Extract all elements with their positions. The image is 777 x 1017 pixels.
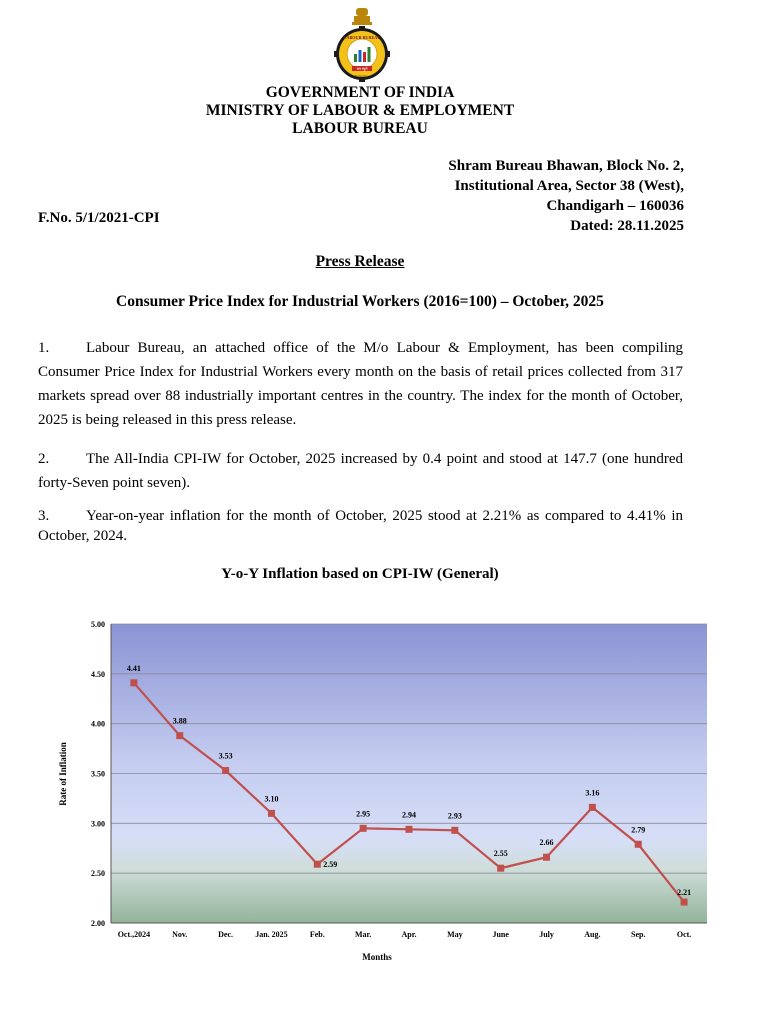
data-point — [635, 841, 642, 848]
y-tick-label: 4.00 — [91, 719, 105, 729]
paragraph-number: 3. — [38, 508, 50, 524]
x-tick-label: Mar. — [354, 930, 372, 939]
x-tick-label: Oct. — [676, 930, 692, 939]
paragraph-3 — [38, 506, 683, 546]
x-tick-label: Nov. — [172, 930, 188, 939]
x-tick-label: May — [447, 930, 463, 939]
data-point — [681, 899, 688, 906]
emblem-text-top: LABOUR BUREAU — [343, 35, 381, 40]
x-tick-label: Oct.,2024 — [117, 930, 151, 939]
data-point — [130, 679, 137, 686]
data-label: 2.66 — [539, 838, 554, 848]
data-label: 4.41 — [126, 663, 141, 673]
address-line-2: Institutional Area, Sector 38 (West), — [454, 178, 684, 194]
x-tick-label: Sep. — [631, 930, 646, 939]
paragraph-text: The All-India CPI-IW for October, 2025 increased by 0.4 point and stood at 147.7 (one hundred forty-Seven point seven). — [38, 451, 683, 491]
data-label: 3.53 — [218, 751, 233, 761]
press-release-heading: Press Release — [315, 253, 405, 270]
data-label: 2.95 — [356, 809, 371, 819]
subject-heading: Consumer Price Index for Industrial Workers (2016=100) – October, 2025 — [116, 293, 604, 310]
data-point — [176, 732, 183, 739]
x-tick-label: Dec. — [218, 930, 234, 939]
emblem-text-bottom: Reliability — [355, 74, 369, 78]
y-axis-label: Rate of Inflation — [58, 742, 68, 806]
data-label: 2.21 — [677, 888, 692, 898]
data-label: 3.16 — [585, 788, 600, 798]
data-point — [543, 854, 550, 861]
header-bureau: LABOUR BUREAU — [292, 120, 428, 137]
paragraph-text: Labour Bureau, an attached office of the M/o Labour & Employment, has been compiling Consumer Price Index for Industrial Workers every month on the basis of retail prices collected from 317 markets spread over 88 industrially important centres in the country. The index for the month of October, 2025 is being released in this press release. — [38, 340, 683, 428]
paragraph-text: Year-on-year inflation for the month of October, 2025 stood at 2.21% as compared to 4.41% in October, 2024. — [38, 508, 683, 544]
data-point — [360, 825, 367, 832]
x-tick-label: June — [492, 930, 509, 939]
x-tick-label: July — [539, 930, 554, 939]
paragraph-2 — [38, 447, 683, 495]
emblem-text-hindi: श्रम ब्यूरो — [356, 67, 368, 71]
data-point — [268, 810, 275, 817]
data-label: 2.59 — [323, 860, 338, 870]
header-government: GOVERNMENT OF INDIA — [265, 84, 455, 101]
data-label: 2.93 — [447, 811, 462, 821]
header-ministry: MINISTRY OF LABOUR & EMPLOYMENT — [205, 102, 515, 119]
chart-title: Y-o-Y Inflation based on CPI-IW (General) — [221, 566, 499, 582]
x-tick-label: Aug. — [584, 930, 601, 939]
data-point — [589, 804, 596, 811]
paragraph-number: 1. — [38, 340, 50, 356]
y-tick-label: 3.00 — [91, 819, 105, 829]
address-block — [448, 156, 684, 236]
address-line-1: Shram Bureau Bhawan, Block No. 2, — [448, 158, 684, 174]
labour-bureau-emblem — [330, 6, 394, 82]
address-dated: Dated: 28.11.2025 — [570, 218, 684, 234]
x-tick-label: Feb. — [309, 930, 325, 939]
data-point — [497, 865, 504, 872]
y-tick-label: 3.50 — [91, 769, 105, 779]
address-line-3: Chandigarh – 160036 — [546, 198, 684, 214]
file-number: F.No. 5/1/2021-CPI — [38, 210, 160, 226]
y-tick-label: 2.50 — [91, 869, 105, 879]
data-label: 3.10 — [264, 794, 279, 804]
data-point — [406, 826, 413, 833]
data-point — [314, 861, 321, 868]
paragraph-1 — [38, 336, 683, 432]
x-axis-label: Months — [362, 952, 392, 962]
data-point — [451, 827, 458, 834]
x-tick-label: Apr. — [401, 930, 417, 939]
data-label: 2.79 — [631, 825, 646, 835]
y-tick-label: 2.00 — [91, 919, 105, 928]
inflation-line-chart — [40, 608, 720, 968]
y-tick-label: 5.00 — [91, 620, 105, 629]
data-point — [222, 767, 229, 774]
y-tick-label: 4.50 — [91, 669, 105, 679]
data-label: 2.55 — [493, 849, 508, 859]
x-tick-label: Jan. 2025 — [255, 930, 288, 939]
paragraph-number: 2. — [38, 451, 50, 467]
data-label: 2.94 — [402, 810, 416, 820]
data-label: 3.88 — [172, 716, 187, 726]
